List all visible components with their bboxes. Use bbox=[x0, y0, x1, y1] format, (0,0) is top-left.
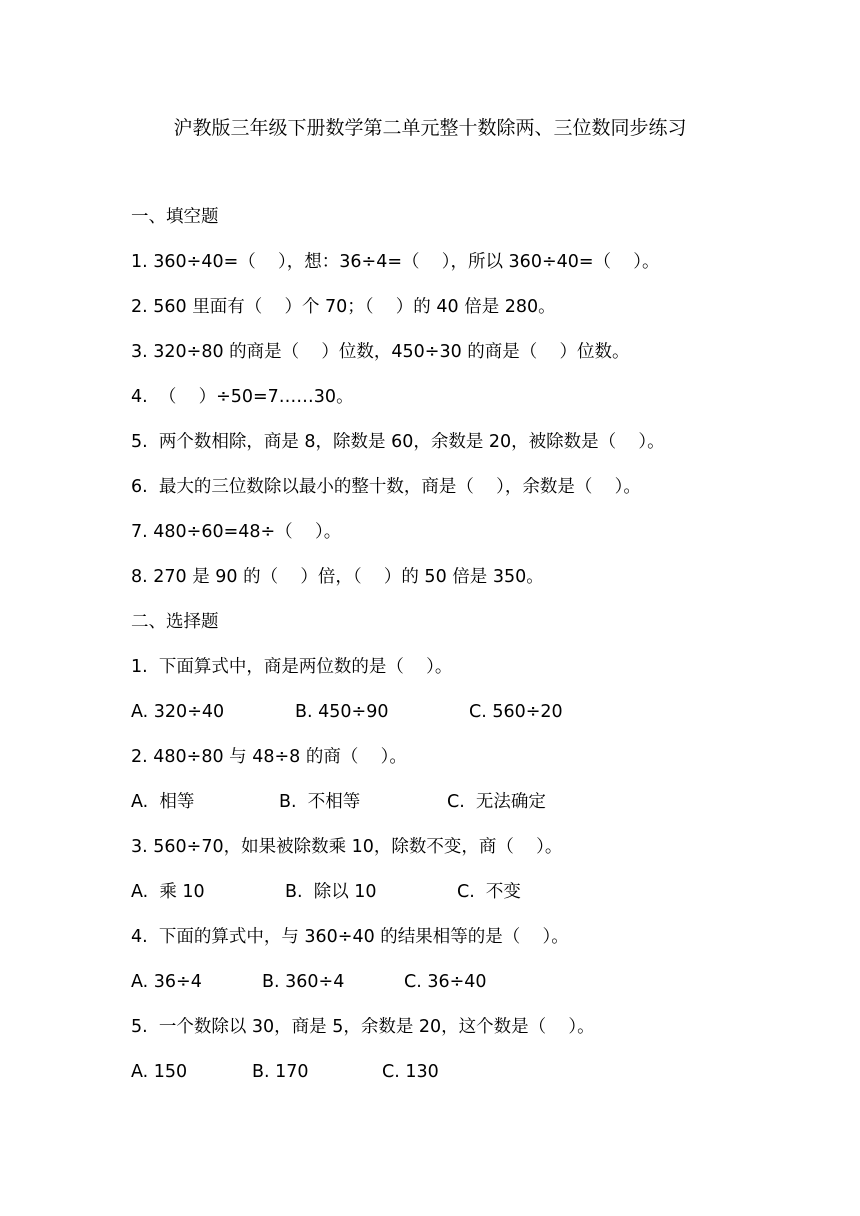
option-b: B. 450÷90 bbox=[295, 702, 389, 722]
option-c: C. 不变 bbox=[457, 882, 521, 902]
worksheet-title: 沪教版三年级下册数学第二单元整十数除两、三位数同步练习 bbox=[173, 117, 687, 139]
fill-in-question-2: 2. 560 里面有（ ）个 70；（ ）的 40 倍是 280。 bbox=[131, 297, 556, 317]
choice-options-5 bbox=[131, 1058, 439, 1198]
fill-in-question-7: 7. 480÷60=48÷（ ）。 bbox=[131, 522, 342, 542]
option-a: A. 320÷40 bbox=[131, 702, 225, 722]
option-a: A. 150 bbox=[131, 1062, 188, 1082]
fill-in-question-8: 8. 270 是 90 的（ ）倍，（ ）的 50 倍是 350。 bbox=[131, 567, 544, 587]
fill-in-question-6: 6. 最大的三位数除以最小的整十数，商是（ ），余数是（ ）。 bbox=[131, 477, 641, 497]
fill-in-question-5: 5. 两个数相除，商是 8，除数是 60，余数是 20，被除数是（ ）。 bbox=[131, 432, 665, 452]
option-c: C. 560÷20 bbox=[469, 702, 563, 722]
option-a: A. 乘 10 bbox=[131, 882, 205, 902]
fill-in-question-4: 4. （ ）÷50=7……30。 bbox=[131, 387, 354, 407]
option-c: C. 无法确定 bbox=[447, 792, 546, 812]
option-b: B. 除以 10 bbox=[285, 882, 377, 902]
fill-in-question-3: 3. 320÷80 的商是（ ）位数，450÷30 的商是（ ）位数。 bbox=[131, 342, 630, 362]
section-heading-fill-in: 一、填空题 bbox=[131, 207, 219, 227]
choice-question-2: 2. 480÷80 与 48÷8 的商（ ）。 bbox=[131, 747, 407, 767]
section-heading-multiple-choice: 二、选择题 bbox=[131, 612, 219, 632]
choice-question-5: 5. 一个数除以 30，商是 5，余数是 20，这个数是（ ）。 bbox=[131, 1017, 595, 1037]
option-b: B. 360÷4 bbox=[262, 972, 345, 992]
option-b: B. 170 bbox=[252, 1062, 309, 1082]
choice-question-4: 4. 下面的算式中，与 360÷40 的结果相等的是（ ）。 bbox=[131, 927, 569, 947]
option-a: A. 相等 bbox=[131, 792, 195, 812]
choice-question-3: 3. 560÷70，如果被除数乘 10，除数不变，商（ ）。 bbox=[131, 837, 563, 857]
option-b: B. 不相等 bbox=[279, 792, 361, 812]
option-c: C. 130 bbox=[382, 1062, 439, 1082]
choice-question-1: 1. 下面算式中，商是两位数的是（ ）。 bbox=[131, 657, 453, 677]
option-c: C. 36÷40 bbox=[404, 972, 487, 992]
fill-in-question-1: 1. 360÷40=（ ），想：36÷4=（ ），所以 360÷40=（ ）。 bbox=[131, 252, 660, 272]
option-a: A. 36÷4 bbox=[131, 972, 202, 992]
